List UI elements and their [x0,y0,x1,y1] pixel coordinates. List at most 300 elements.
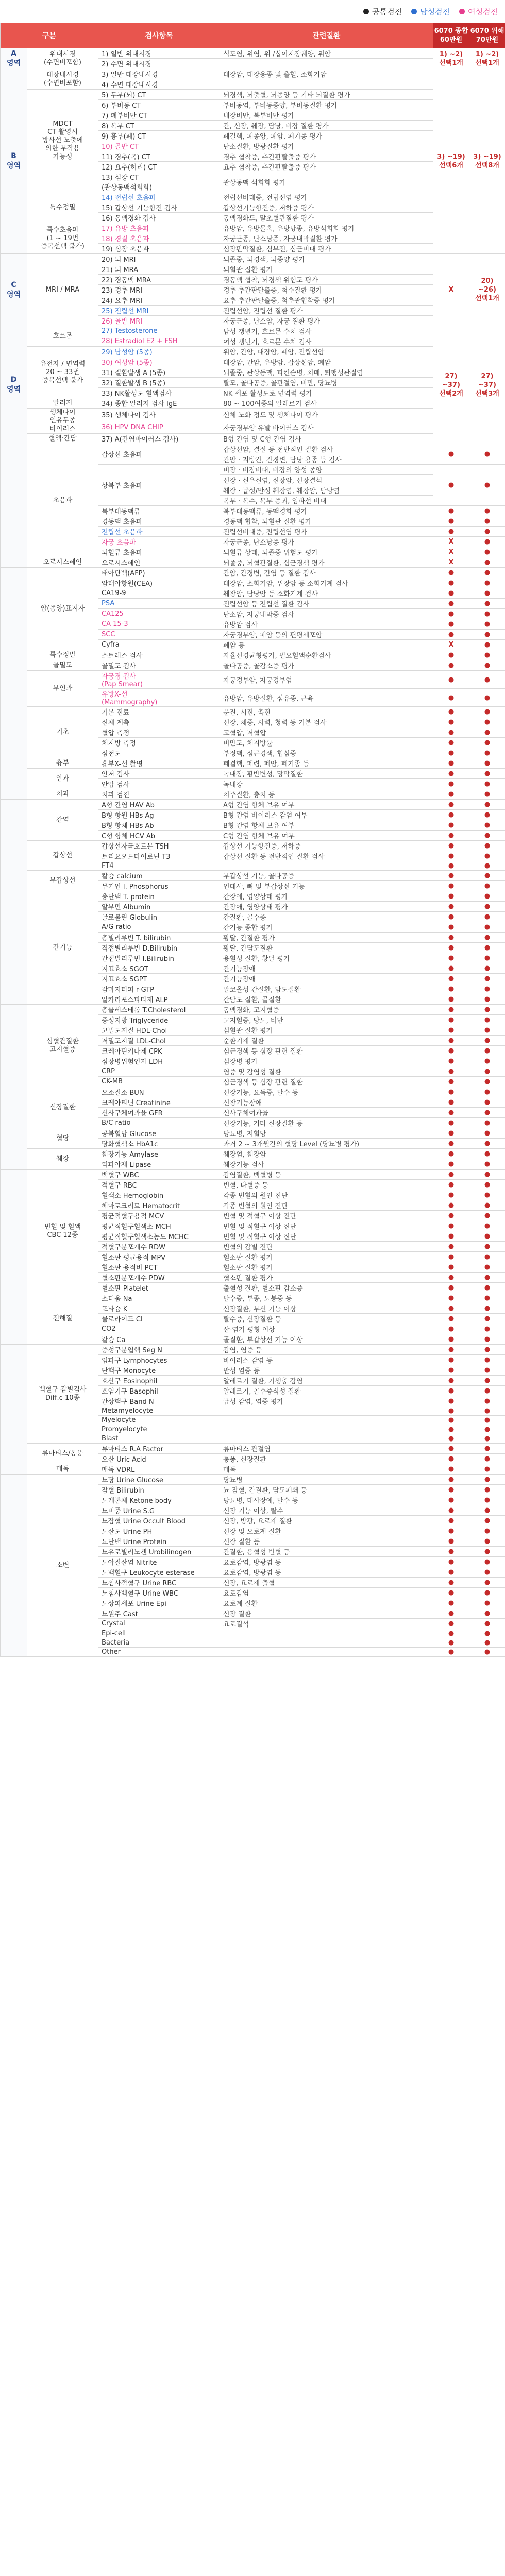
package-1-value: ● [433,851,469,861]
exam-item: 크레아틴키나제 CPK [98,1046,220,1056]
exam-item: 혈압 측정 [98,727,220,738]
related-disease: 각종 빈혈의 원인 진단 [220,1190,433,1200]
package-1-value: ● [433,660,469,671]
exam-item: Crystal [98,1619,220,1629]
package-2-value: ● [469,527,505,537]
related-disease: 신장기능, 기타 신장질환 등 [220,1118,433,1128]
exam-item: 적혈구분포계수 RDW [98,1242,220,1252]
package-2-value: ● [469,1416,505,1425]
exam-item: 글로불린 Globulin [98,912,220,922]
package-2-value: ● [469,1283,505,1293]
package-1-value: ● [433,1200,469,1211]
package-1-value: ● [433,1066,469,1077]
table-row [1,671,505,689]
exam-item: 중성구분엽핵 Seg N [98,1345,220,1355]
table-row [1,223,505,233]
package-1-value: ● [433,1434,469,1444]
package-1-value: ● [433,1557,469,1567]
exam-item: 신체 계측 [98,717,220,727]
category-label: 췌장 [27,1149,98,1170]
package-2-value: ● [469,1557,505,1567]
related-disease: 간질환, 골수종 [220,912,433,922]
package-1-value: ● [433,974,469,984]
exam-item: 10) 골반 CT [98,141,220,151]
package-1-value: ● [433,588,469,599]
category-label: 간기능 [27,891,98,1005]
package-1-value: ● [433,1536,469,1547]
related-disease [220,1638,433,1648]
exam-item: 경동맥 초음파 [98,516,220,527]
table-row [1,434,505,444]
package-1-value: ● [433,933,469,943]
related-disease: 신장 기능 이상, 탈수 [220,1505,433,1516]
exam-item: 저밀도지질 LDL-Chol [98,1036,220,1046]
package-1-value: ● [433,1118,469,1128]
exam-item: 27) Testosterone [98,326,220,336]
exam-item: 감마지티피 r-GTP [98,984,220,994]
section-label [1,1475,27,1657]
exam-item: 21) 뇌 MRA [98,264,220,275]
package-1-value: ● [433,1231,469,1242]
exam-item: 소디움 Na [98,1293,220,1303]
exam-item: 암태아항원(CEA) [98,578,220,588]
package-2-value: ● [469,537,505,547]
package-1-value: ● [433,1139,469,1149]
category-label: 빈혈 및 혈액 CBC 12종 [27,1170,98,1293]
package-2-value: ● [469,943,505,953]
related-disease: 자궁근종, 난소낭종, 자궁내막질환 평가 [220,233,433,244]
related-disease: 경추 협착증, 추간판탈출증 평가 [220,151,433,162]
package-2-value: ● [469,1536,505,1547]
package-2-value: ● [469,1345,505,1355]
exam-item: 16) 동맥경화 검사 [98,213,220,223]
related-disease: 난소질환, 방광질환 평가 [220,141,433,151]
related-disease: B형 간염 항체 보유 여부 [220,820,433,831]
exam-item: 상복부 초음파 [98,465,220,506]
exam-item: B형 항원 HBs Ag [98,810,220,820]
package-1-value: ● [433,831,469,841]
package-2-value: ● [469,1118,505,1128]
package-2-value: ● [469,1578,505,1588]
related-disease: 간담도 질환, 골질환 [220,994,433,1005]
related-disease: 80 ~ 100여종의 알레르기 검사 [220,398,433,409]
package-2-value: ● [469,619,505,630]
related-disease: 대장암, 대장용종 및 출혈, 소화기암 [220,69,433,79]
package-2-value: ● [469,1629,505,1638]
table-row [1,841,505,851]
section-label [1,444,27,568]
related-disease: 신장 · 신우신염, 신장암, 신장결석 [220,475,433,485]
exam-item: 20) 뇌 MRI [98,254,220,264]
exam-item: 호염기구 Basophil [98,1386,220,1396]
related-disease: 신장, 요로계 출혈 [220,1578,433,1588]
exam-item: Promyelocyte [98,1425,220,1434]
exam-item: 31) 질환발생 A (5종) [98,367,220,378]
package-2-value: ● [469,1231,505,1242]
legend-label: 남성검진 [420,7,450,16]
package-1-value: ● [433,748,469,758]
related-disease: 녹내장 [220,779,433,789]
package-1-value: ● [433,1108,469,1118]
related-disease: 황달, 간질환 평가 [220,933,433,943]
package-1-value: ● [433,1425,469,1434]
package-1-value: ● [433,984,469,994]
related-disease: 경추 추간판탈출증, 척수질환 평가 [220,285,433,295]
exam-item: 유방X-선 (Mammography) [98,689,220,707]
package-1-value: ● [433,1314,469,1324]
exam-item: CA19-9 [98,588,220,599]
exam-item: 갑상선자극호르몬 TSH [98,841,220,851]
related-disease: 부정맥, 심근경색, 협심증 [220,748,433,758]
package-1-value: ● [433,1097,469,1108]
package-1-value: ● [433,609,469,619]
exam-item: 23) 경추 MRI [98,285,220,295]
related-disease: 염증 및 감염성 질환 [220,1066,433,1077]
package-2-value: ● [469,841,505,851]
package-2-value: ● [469,1200,505,1211]
category-label: 골밀도 [27,660,98,671]
table-row [1,891,505,902]
package-2-value: ● [469,557,505,568]
exam-item: 총단백 T. protein [98,891,220,902]
exam-item: 18) 경질 초음파 [98,233,220,244]
package-2-value: ● [469,506,505,516]
exam-item: 14) 전립선 초음파 [98,192,220,202]
legend-label: 여성검진 [468,7,498,16]
checkup-table [0,23,505,1657]
related-disease: 경동맥 협착, 뇌혈관 질환 평가 [220,516,433,527]
related-disease: 요로감염 [220,1588,433,1598]
exam-item: 안저 검사 [98,769,220,779]
exam-item: 갑상선 초음파 [98,444,220,465]
package-2-value: ● [469,1025,505,1036]
exam-item: 3) 일반 대장내시경 [98,69,220,79]
related-disease: 간장애, 영양상태 평가 [220,902,433,912]
related-disease: 식도염, 위염, 위 /십이지장궤양, 위암 [220,48,433,59]
package-1-value: ● [433,1087,469,1097]
related-disease: 신체 노화 정도 및 생체나이 평가 [220,409,433,421]
related-disease [220,1425,433,1434]
package-1-value: ● [433,1578,469,1588]
related-disease: 뇌혈관 질환 평가 [220,264,433,275]
package-2-value: ● [469,1046,505,1056]
exam-item: 간접빌리루빈 I.Bilirubin [98,953,220,963]
related-disease: 전립선암, 전립선 질환 평가 [220,306,433,316]
category-label: 흉부 [27,758,98,769]
package-2-value: ● [469,1252,505,1262]
exam-item: 칼슘 Ca [98,1334,220,1345]
exam-item: 요산 Uric Acid [98,1454,220,1464]
exam-item: CA 15-3 [98,619,220,630]
legend-dot-icon [459,9,465,14]
table-row [1,90,505,100]
table-row [1,568,505,578]
package-2-value: ● [469,1139,505,1149]
package-2-value: ● [469,810,505,820]
exam-item: 8) 복부 CT [98,121,220,131]
related-disease [220,59,433,69]
table-row [1,1128,505,1139]
package-1-value: ● [433,841,469,851]
exam-item: 32) 질환발생 B (5종) [98,378,220,388]
exam-item: 26) 골반 MRI [98,316,220,326]
legend-dot-icon [411,9,417,14]
category-label: 오로시스페인 [27,557,98,568]
category-label: 혈당 [27,1128,98,1149]
package-1-value: ● [433,1005,469,1015]
package-2-value: ● [469,1567,505,1578]
package-2-value: ● [469,516,505,527]
related-disease: 대장암, 소화기암, 위장암 등 소화기계 검사 [220,578,433,588]
related-disease: 요로감염, 방광염 등 [220,1557,433,1567]
exam-item: 류마티스 R.A Factor [98,1444,220,1454]
category-label: 특수정밀 [27,192,98,223]
table-row [1,758,505,769]
exam-item: 9) 흉부(폐) CT [98,131,220,141]
exam-item: 치과 검진 [98,789,220,800]
related-disease: 빈혈 및 적혈구 이상 진단 [220,1211,433,1221]
package-2-value: ● [469,1648,505,1657]
exam-item: 뇨잠혈 Urine Occult Blood [98,1516,220,1526]
table-row [1,444,505,454]
package-2-value: ● [469,891,505,902]
package-1-value: ● [433,758,469,769]
table-row [1,1087,505,1097]
related-disease: 갑상선암, 결절 등 전반적인 질환 검사 [220,444,433,454]
category-label: 특수초음파 (1 ~ 19번 중복선택 불가) [27,223,98,254]
related-disease: 신장 질환 등 [220,1536,433,1547]
table-header-row [1,23,505,48]
package-2-value: ● [469,912,505,922]
table-row [1,69,505,79]
package-2-value: ● [469,1516,505,1526]
related-disease: 간기능장애 [220,974,433,984]
package-2-value: ● [469,717,505,727]
package-1-value: ● [433,922,469,933]
package-1-value: ● [433,707,469,717]
package-1-value: ● [433,444,469,465]
package-2-value: ● [469,609,505,619]
exam-item: SCC [98,630,220,640]
package-2-value: ● [469,1376,505,1386]
table-row [1,1345,505,1355]
related-disease: 탈모, 골다공증, 골관절염, 비만, 당뇨병 [220,378,433,388]
exam-item: 36) HPV DNA CHIP [98,421,220,434]
related-disease: 출혈성 질환, 혈소판 감소증 [220,1283,433,1293]
package-2-value: ● [469,1406,505,1416]
package-2-value: ● [469,1454,505,1464]
exam-item: 뇨단백 Urine Protein [98,1536,220,1547]
package-2-value: ● [469,1242,505,1252]
section-label [1,650,27,800]
exam-item: 뇨비중 Urine S.G [98,1505,220,1516]
exam-item: 뇨원주 Cast [98,1608,220,1619]
package-2-value: ● [469,1180,505,1190]
exam-item: 기본 진료 [98,707,220,717]
exam-item: 22) 경동맥 MRA [98,275,220,285]
category-label: 알러지 [27,398,98,409]
exam-item: 자궁 초음파 [98,537,220,547]
related-disease: 골질환, 부갑상선 기능 이상 [220,1334,433,1345]
package-2-value: ● [469,444,505,465]
related-disease: 폐암 등 [220,640,433,650]
related-disease: 폐결핵, 폐렴, 폐암, 폐기종 등 [220,758,433,769]
package-2-value: ● [469,789,505,800]
exam-item: 복부대동맥류 [98,506,220,516]
package-1-value: ● [433,568,469,578]
exam-item: 혈색소 Hemoglobin [98,1190,220,1200]
package-1-value: ● [433,871,469,881]
exam-item: CO2 [98,1324,220,1334]
related-disease: 신장, 체중, 시력, 청력 등 기본 검사 [220,717,433,727]
category-label: 간염 [27,800,98,841]
package-2-value: ● [469,963,505,974]
package-1-value: ● [433,912,469,922]
package-1-value: ● [433,1588,469,1598]
exam-item: 34) 종합 알러지 검사 IgE [98,398,220,409]
table-row [1,660,505,671]
related-disease: 남성 갱년기, 호르몬 수치 검사 [220,326,433,336]
package-2-value: ● [469,1475,505,1485]
related-disease: 과거 2 ~ 3개월간의 혈당 Level (당뇨병 평가) [220,1139,433,1149]
package-1-value: ● [433,527,469,537]
exam-item: 심전도 [98,748,220,758]
package-1-value: ● [433,1475,469,1485]
related-disease [220,861,433,871]
related-disease: 요로계 질환 [220,1598,433,1608]
package-1-value: ● [433,1355,469,1365]
exam-item: 헤마토크리트 Hematocrit [98,1200,220,1211]
legend [0,0,505,23]
package-1-value: ● [433,650,469,660]
package-2-value: ● [469,1273,505,1283]
package-2-value: ● [469,861,505,871]
category-label: 갑상선 [27,841,98,871]
package-2-value: ● [469,1495,505,1505]
package-1-value: ● [433,689,469,707]
related-disease: 자궁경부암, 자궁경부염 [220,671,433,689]
table-row [1,48,505,59]
package-2-value: ● [469,1425,505,1434]
table-row [1,347,505,357]
package-2-value: ● [469,1262,505,1273]
package-2-value: ● [469,1444,505,1454]
package-1-value: ● [433,994,469,1005]
related-disease: 갑상선기능항진증, 저하증 평가 [220,202,433,213]
package-1-value: ● [433,1406,469,1416]
related-disease: 내장비만, 복부비만 평가 [220,110,433,121]
related-disease [220,1648,433,1657]
category-label: 백혈구 감별검사 Diff.c 10종 [27,1345,98,1444]
related-disease [220,1416,433,1425]
package-1-value: ● [433,1648,469,1657]
package-1-value: ● [433,1303,469,1314]
exam-item: 지표효소 SGOT [98,963,220,974]
category-label: 신장질환 [27,1087,98,1128]
legend-item [363,6,402,17]
package-2-value: ● [469,671,505,689]
package-1-value: ● [433,1211,469,1221]
package-1-value: X [433,547,469,557]
package-2-value: ● [469,974,505,984]
related-disease: 인대사, 뼈 및 부갑상선 기능 [220,881,433,891]
table-row [1,800,505,810]
related-disease: 요추 협착증, 추간판탈출증 평가 [220,162,433,172]
related-disease: 여성 갱년기, 호르몬 수치 검사 [220,336,433,347]
related-disease: 매독 [220,1464,433,1475]
package-1-value: ● [433,1221,469,1231]
exam-item: 스트레스 검사 [98,650,220,660]
exam-item: 뇨아질산염 Nitrite [98,1557,220,1567]
related-disease: 췌장암, 담낭암 등 소화기계 검사 [220,588,433,599]
exam-item: Epi-cell [98,1629,220,1638]
related-disease: 각종 빈혈의 원인 진단 [220,1200,433,1211]
related-disease: 복부 · 복수, 복부 종괴, 임파선 비대 [220,496,433,506]
package-1-value: ● [433,881,469,891]
package-1-value: ● [433,1283,469,1293]
package-2-value: ● [469,1056,505,1066]
package-1-value: ● [433,1128,469,1139]
related-disease: 자궁경부암, 폐암 등의 편평세포암 [220,630,433,640]
category-label: 암(종양)표지자 [27,568,98,650]
related-disease: 당뇨병, 저혈당 [220,1128,433,1139]
table-row [1,1293,505,1303]
related-disease: 혈소판 질환 평가 [220,1262,433,1273]
related-disease: 복부대동맥류, 동맥경화 평가 [220,506,433,516]
exam-item: 적혈구 RBC [98,1180,220,1190]
category-label: 안과 [27,769,98,789]
package-2-value: ● [469,994,505,1005]
exam-item: 간상핵구 Band N [98,1396,220,1406]
package-2-value: ● [469,1128,505,1139]
exam-item: 평균적혈구혈색소농도 MCHC [98,1231,220,1242]
package-1-value: ● [433,1159,469,1170]
related-disease: 탈수증, 부종, 뇨붕증 등 [220,1293,433,1303]
category-label: 소변 [27,1475,98,1657]
exam-item: 골밀도 검사 [98,660,220,671]
package-1-value: ● [433,1036,469,1046]
related-disease: 빈혈의 감별 진단 [220,1242,433,1252]
package-1-value: ● [433,1638,469,1648]
related-disease: 용혈성 질환, 황달 평가 [220,953,433,963]
exam-item: 클로라이드 Cl [98,1314,220,1324]
package-1-value: ● [433,1015,469,1025]
legend-item [459,6,498,17]
exam-item: 28) Estradiol E2 + FSH [98,336,220,347]
header-package-1 [433,23,469,48]
related-disease: 빈혈 및 적혈구 이상 진단 [220,1231,433,1242]
package-2-value: 27) ~37) 선택3개 [469,326,505,444]
related-disease: 뇌경색, 뇌출혈, 뇌종양 등 기타 뇌질환 평가 [220,90,433,100]
related-disease: 비만도, 체지방률 [220,738,433,748]
package-1-value: ● [433,1365,469,1376]
exam-item: 30) 여성암 (5종) [98,357,220,367]
exam-item: 37) A(간염바이러스 검사) [98,434,220,444]
package-1-value: ● [433,1598,469,1608]
package-2-value: ● [469,1588,505,1598]
package-2-value: ● [469,738,505,748]
package-2-value: ● [469,1396,505,1406]
package-1-value: ● [433,1262,469,1273]
exam-item: 19) 심장 초음파 [98,244,220,254]
package-2-value: ● [469,727,505,738]
package-2-value: ● [469,902,505,912]
package-1-value: ● [433,727,469,738]
exam-item: 잠혈 Bilirubin [98,1485,220,1495]
package-1-value: ● [433,779,469,789]
package-2-value: ● [469,1005,505,1015]
package-1-value: X [433,640,469,650]
